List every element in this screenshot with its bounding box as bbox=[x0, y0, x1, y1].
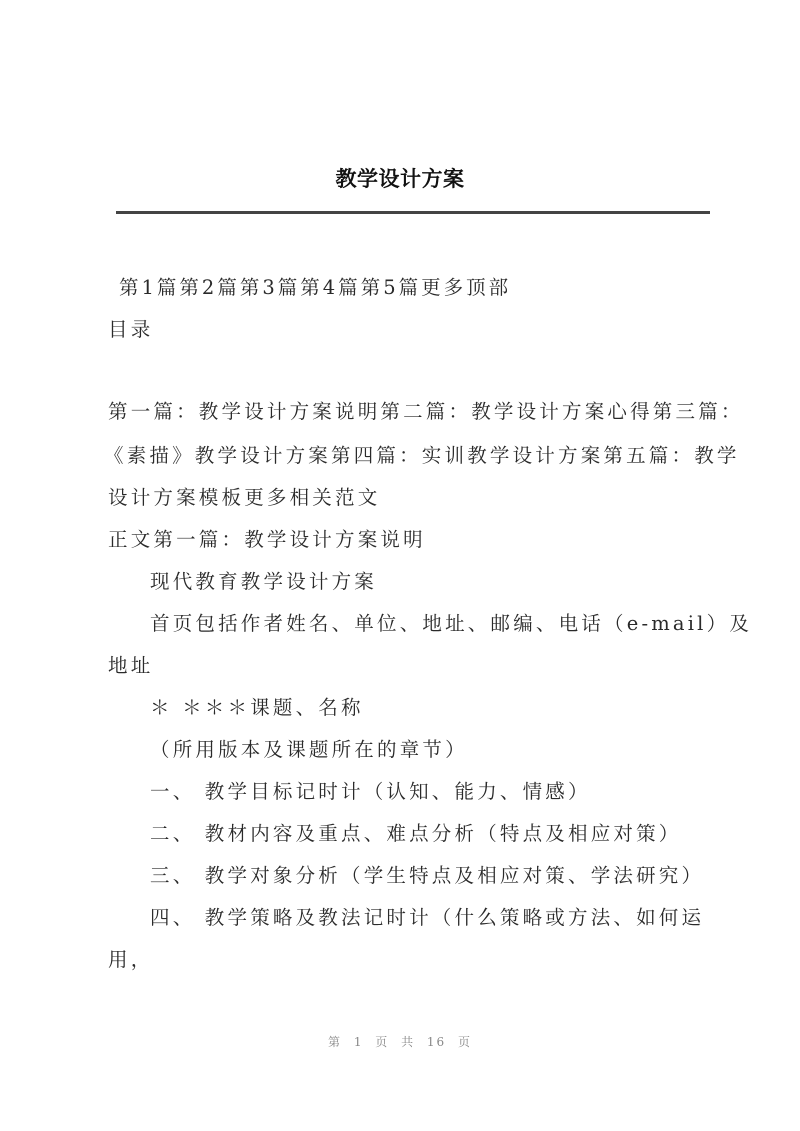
nav-link-chapter-2[interactable]: 第2篇 bbox=[179, 276, 240, 299]
paragraph: （所用版本及课题所在的章节） bbox=[150, 738, 468, 761]
nav-link-more[interactable]: 更多 bbox=[421, 276, 467, 299]
title-divider bbox=[116, 211, 710, 214]
nav-link-chapter-3[interactable]: 第3篇 bbox=[239, 276, 301, 299]
paragraph: 首页包括作者姓名、单位、地址、邮编、电话（e-mail）及 bbox=[150, 612, 753, 635]
nav-link-chapter-1[interactable]: 第1篇 bbox=[119, 276, 180, 299]
paragraph: 地址 bbox=[108, 654, 154, 677]
nav-link-chapter-4[interactable]: 第4篇 bbox=[300, 276, 361, 299]
list-item: 二、 教材内容及重点、难点分析（特点及相应对策） bbox=[150, 822, 682, 845]
chapter-nav bbox=[119, 278, 511, 298]
nav-link-top[interactable]: 顶部 bbox=[466, 276, 512, 299]
document-title: 教学设计方案 bbox=[335, 167, 465, 191]
list-item: 一、 教学目标记时计（认知、能力、情感） bbox=[150, 780, 591, 803]
paragraph: 用， bbox=[108, 948, 154, 971]
nav-link-chapter-5[interactable]: 第5篇 bbox=[360, 276, 422, 299]
toc-line[interactable]: 《素描》教学设计方案第四篇：实训教学设计方案第五篇：教学 bbox=[104, 444, 740, 467]
paragraph: ＊ ＊＊＊课题、名称 bbox=[150, 696, 364, 719]
toc-line[interactable]: 设计方案模板更多相关范文 bbox=[108, 486, 381, 509]
body-heading: 正文第一篇：教学设计方案说明 bbox=[108, 528, 426, 551]
toc-line[interactable]: 第一篇：教学设计方案说明第二篇：教学设计方案心得第三篇： bbox=[108, 400, 744, 423]
list-item: 四、 教学策略及教法记时计（什么策略或方法、如何运 bbox=[150, 906, 705, 929]
page-footer: 第 1 页 共 16 页 bbox=[328, 1035, 472, 1049]
list-item: 三、 教学对象分析（学生特点及相应对策、学法研究） bbox=[150, 864, 705, 887]
paragraph: 现代教育教学设计方案 bbox=[150, 570, 378, 593]
toc-heading: 目录 bbox=[108, 318, 154, 341]
